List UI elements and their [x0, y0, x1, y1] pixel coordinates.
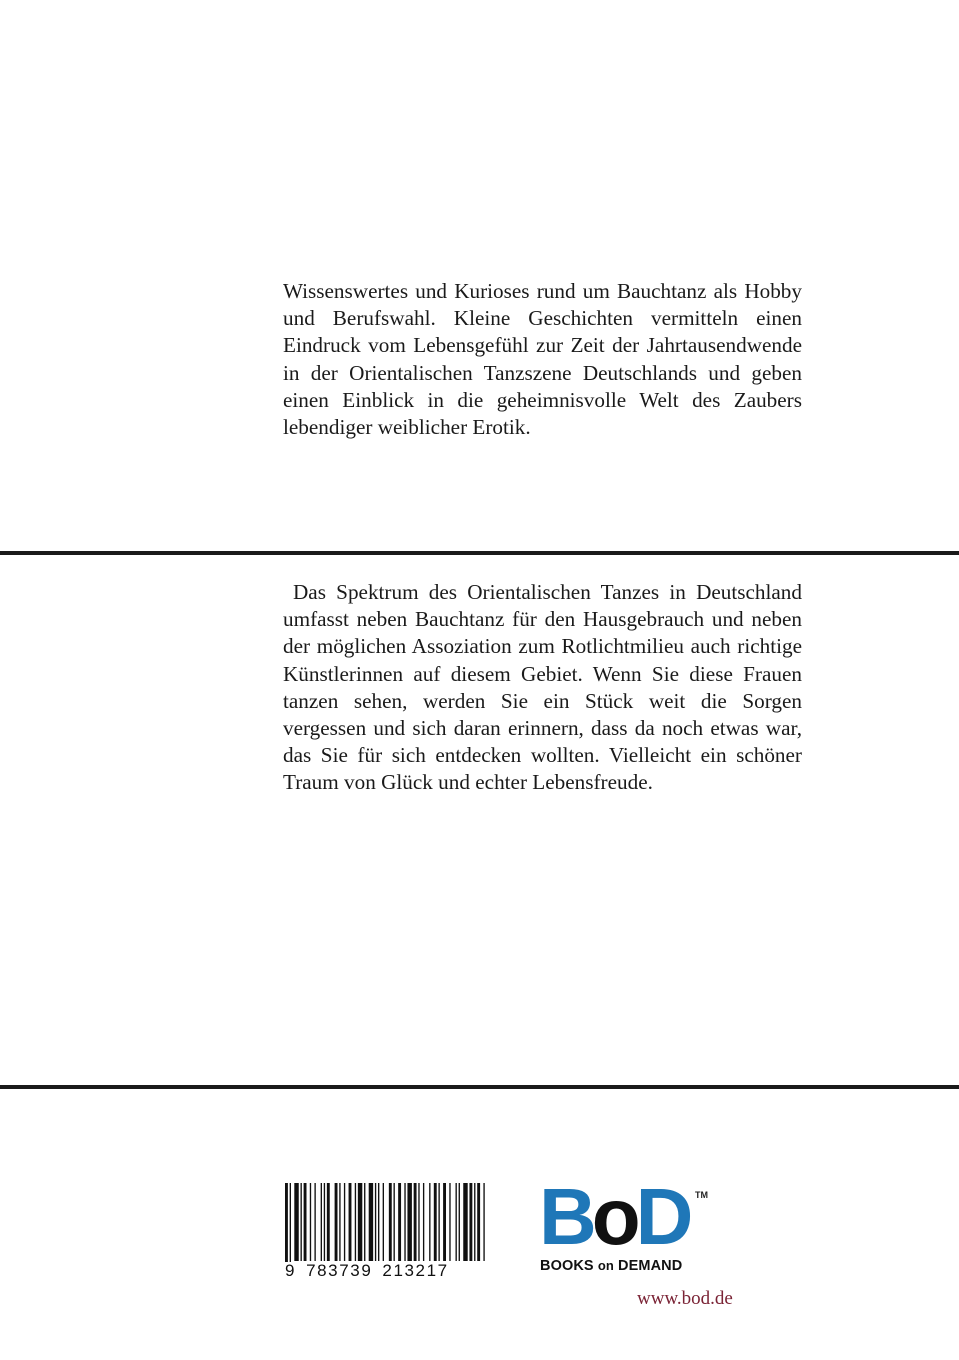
blurb-paragraph-1: Wissenswertes und Kurioses rund um Bauchtanz als Hobby und Berufswahl. Kleine Geschichten vermitteln einen Eindruck vom Lebensgefühl zur Zeit der Jahrtausendwende in der Orientalischen Tanzszene Deutschlands und geben einen Einblick in die geheimnisvolle Welt des Zaubers lebendiger weiblicher Erotik. [283, 279, 802, 440]
bod-logo [539, 1172, 711, 1278]
bod-letter-o: o [591, 1172, 636, 1261]
barcode-bar [463, 1183, 467, 1261]
barcode-bar [483, 1183, 484, 1261]
publisher-url[interactable]: www.bod.de [637, 1288, 733, 1309]
barcode-bar [477, 1183, 480, 1261]
barcode-bar [459, 1183, 460, 1261]
tagline-on: on [597, 1258, 614, 1273]
barcode-bar [301, 1183, 302, 1261]
barcode-bar [456, 1183, 457, 1261]
barcode-bar [335, 1183, 338, 1261]
bod-wordmark [539, 1172, 688, 1262]
isbn-digits [284, 1262, 484, 1280]
barcode-bar [418, 1183, 419, 1261]
bod-letter-d: D [635, 1172, 689, 1261]
barcode-bar [304, 1183, 307, 1261]
barcode-bar [358, 1183, 362, 1261]
barcode-bar [321, 1183, 322, 1261]
barcode-bar [324, 1183, 325, 1261]
barcode-bar [378, 1183, 379, 1261]
barcode-bar [438, 1183, 439, 1261]
divider-top [0, 551, 959, 555]
barcode-bar [310, 1183, 311, 1261]
barcode-bar [389, 1183, 392, 1261]
barcode-bar [364, 1183, 365, 1261]
barcode-bar [327, 1183, 330, 1261]
bod-tagline [540, 1258, 682, 1274]
barcode-bar [414, 1183, 417, 1261]
isbn-group-1: 783739 [306, 1261, 373, 1280]
barcode-bar [349, 1183, 352, 1261]
barcode-bar [443, 1183, 446, 1261]
divider-bottom [0, 1085, 959, 1089]
isbn-first-digit: 9 [285, 1261, 297, 1280]
blurb-paragraph-2: Das Spektrum des Orientalischen Tanzes in Deutschland umfasst neben Bauchtanz für den Hausgebrauch und neben der möglichen Assoziation zum Rotlichtmilieu auch richtige Künstlerinnen auf diesem Gebiet. Wenn Sie diese Frauen tanzen sehen, werden Sie ein Stück weit die Sorgen vergessen und sich daran erinnern, dass da noch etwas war, das Sie für sich entdecken wollten. Vielleicht ein schöner Traum von Glück und echter Lebensfreude. [283, 580, 802, 795]
barcode-bar [449, 1183, 450, 1261]
barcode-bar [355, 1183, 356, 1261]
isbn-group-2: 213217 [382, 1261, 449, 1280]
barcode-bar [404, 1183, 405, 1261]
barcode-bar [469, 1183, 472, 1261]
barcode-bar [407, 1183, 411, 1261]
barcode-bar [423, 1183, 424, 1261]
trademark-mark: TM [695, 1190, 708, 1200]
barcode-bar [394, 1183, 395, 1261]
barcode-bar [344, 1183, 345, 1261]
barcode-bar [474, 1183, 475, 1261]
barcode-bar [383, 1183, 384, 1261]
barcode-bar [294, 1183, 298, 1261]
barcode-bar [434, 1183, 437, 1261]
barcode-bar [429, 1183, 430, 1261]
barcode-bar [314, 1183, 315, 1261]
tagline-books: BOOKS [540, 1258, 594, 1274]
tagline-demand: DEMAND [618, 1258, 683, 1274]
barcode-bar [375, 1183, 376, 1261]
barcode-bar [339, 1183, 340, 1261]
barcode-bar [398, 1183, 401, 1261]
bod-letter-b: B [539, 1172, 592, 1261]
barcode-bar [369, 1183, 373, 1261]
